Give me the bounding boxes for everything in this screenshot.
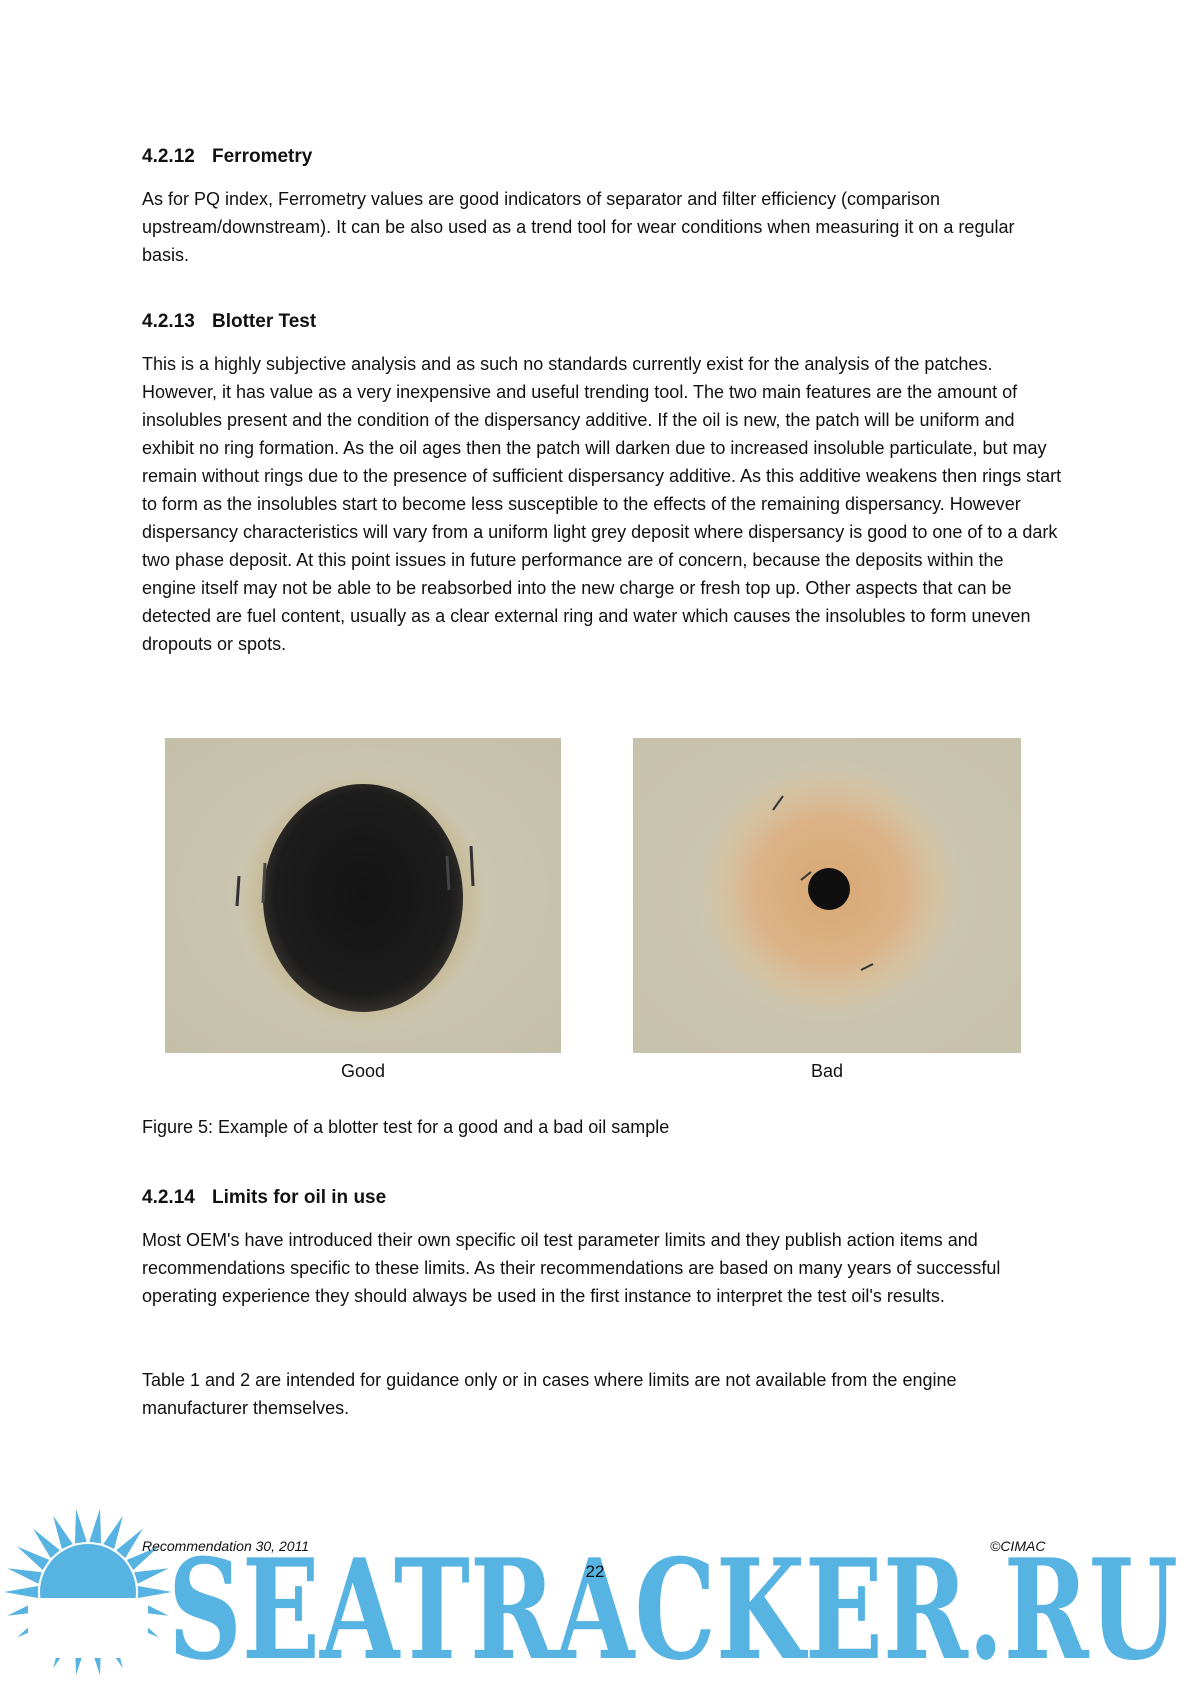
sun-ray (89, 1509, 101, 1544)
sun-ray (138, 1586, 172, 1598)
section-title: Ferrometry (212, 146, 313, 167)
section-heading-blotter-test (142, 311, 316, 333)
page-number: 22 (585, 1562, 605, 1581)
sun-ray (53, 1516, 73, 1549)
sun-ray (75, 1509, 87, 1544)
sun-ray (4, 1586, 38, 1598)
blotter-photo-good (165, 738, 561, 1053)
section-number: 4.2.13 (142, 311, 195, 332)
blotter-photo-bad (633, 738, 1021, 1053)
section-title: Blotter Test (212, 311, 317, 332)
paragraph-ferrometry: As for PQ index, Ferrometry values are good indicators of separator and filter efficiency (comparison upstream/downstream). It can be also used as a trend tool for wear conditions when measuring it on a regular basis. (142, 189, 1015, 265)
figure-label-good: Good (340, 1061, 386, 1081)
sun-ray (116, 1529, 143, 1559)
watermark-text: SEATRACKER.RU (168, 1528, 1178, 1684)
section-heading-limits (142, 1187, 386, 1209)
section-title: Limits for oil in use (212, 1187, 387, 1208)
footer-copyright: ©CIMAC (990, 1538, 1046, 1554)
watermark-logo (0, 1508, 1190, 1684)
paragraph-limits-1: Most OEM's have introduced their own specific oil test parameter limits and they publish action items and recommendations specific to these limits. As their recommendations are based on many years of successful operating experience they should always be used in the first instance to interpret the test oil's results. (142, 1230, 1001, 1306)
figure-label-bad: Bad (810, 1061, 844, 1081)
sun-icon (4, 1509, 172, 1675)
paragraph-blotter-test: This is a highly subjective analysis and as such no standards currently exist for the analysis of the patches. However, it has value as a very inexpensive and useful trending tool. The two main features are the amount of insolubles present and the condition of the dispersancy additive. If the oil is new, the patch will be uniform and exhibit no ring formation. As the oil ages then the patch will darken due to increased insoluble particulate, but may remain without rings due to the presence of sufficient dispersancy additive. As this additive weakens then rings start to form as the insolubles start to become less susceptible to the effects of the remaining dispersancy. However dispersancy characteristics will vary from a uniform light grey deposit where dispersancy is good to one of to a dark two phase deposit. At this point issues in future performance are of concern, because the deposits within the engine itself may not be able to be reabsorbed into the new charge or fresh top up. Other aspects that can be detected are fuel content, usually as a clear external ring and water which causes the insolubles to form uneven dropouts or spots. (142, 354, 1062, 654)
figure-caption: Figure 5: Example of a blotter test for a good and a bad oil sample (142, 1117, 670, 1137)
paragraph-limits-2: Table 1 and 2 are intended for guidance only or in cases where limits are not available from the engine manufacturer themselves. (142, 1370, 957, 1418)
sun-ray (103, 1516, 123, 1549)
sun-ray (33, 1529, 60, 1559)
section-number: 4.2.14 (142, 1187, 195, 1208)
footer-document-ref: Recommendation 30, 2011 (142, 1538, 310, 1554)
section-number: 4.2.12 (142, 146, 195, 167)
section-heading-ferrometry (142, 146, 312, 168)
